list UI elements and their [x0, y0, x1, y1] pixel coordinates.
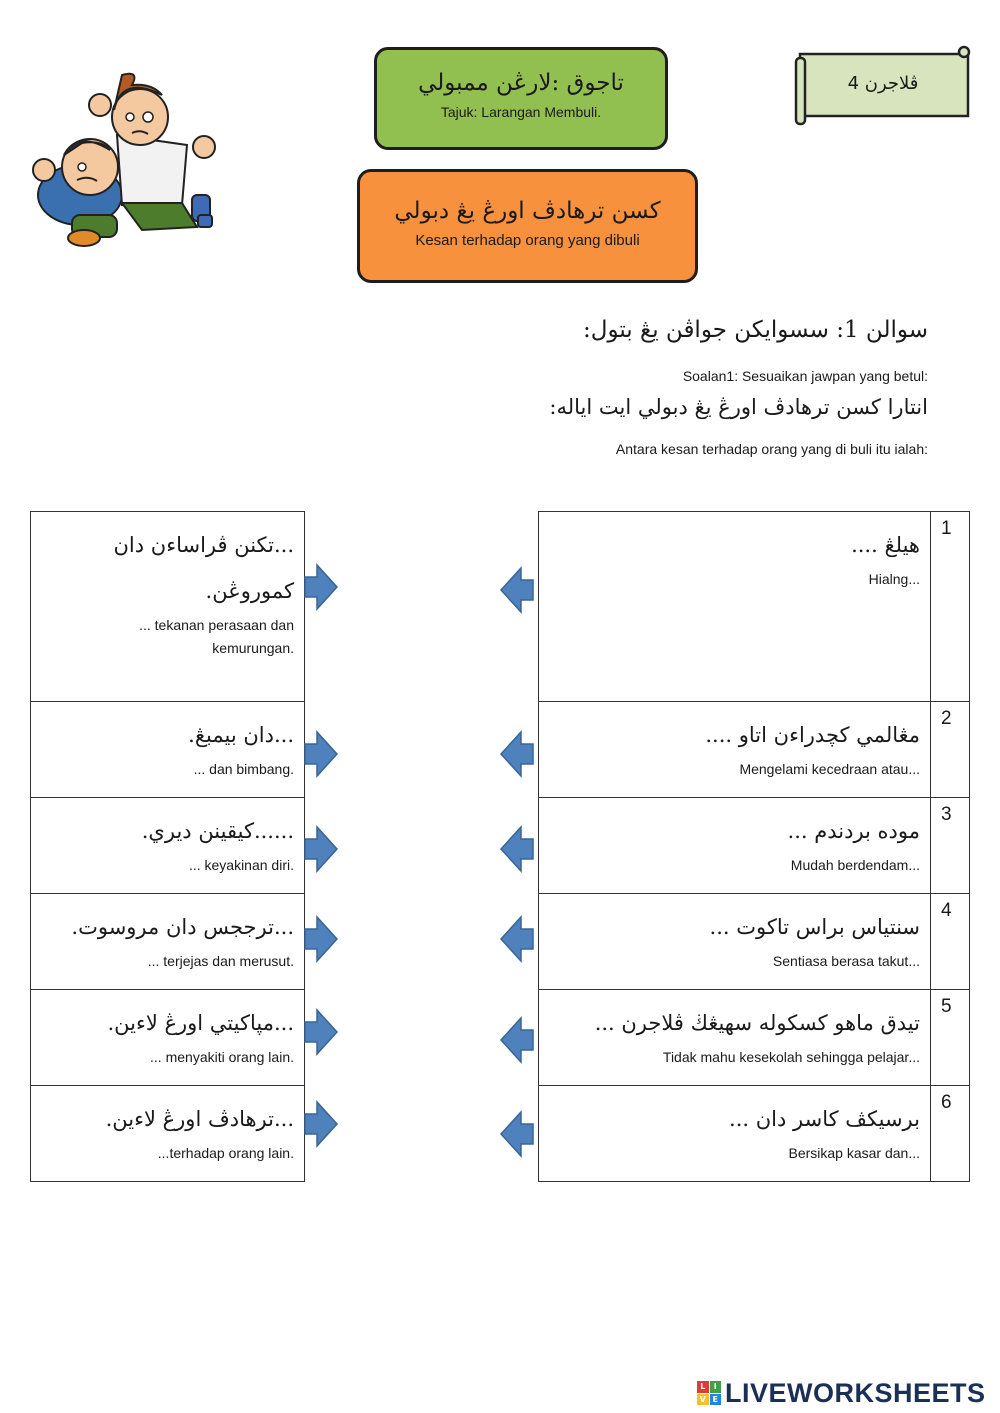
question-cell-2 — [538, 702, 930, 798]
answer-1-jawi: ...تکنن ڤراساءن دان — [113, 533, 294, 557]
question-prompt-jawi: انتارا کسن ترهادڤ اورڠ يڠ دبولي ايت اياله: — [549, 395, 928, 419]
answer-column — [30, 511, 305, 1182]
badge-letter-v: V — [697, 1394, 709, 1406]
question-3-number: 3 — [930, 798, 970, 894]
question-4-jawi: سنتياس براس تاکوت ... — [709, 915, 920, 939]
question-cell-3 — [538, 798, 930, 894]
badge-letter-i: I — [710, 1381, 722, 1393]
answer-4-rumi: ... terjejas dan merusut. — [147, 953, 294, 969]
answer-4-jawi: ...ترججس دان مروسوت. — [71, 915, 294, 939]
subtitle-rumi: Kesan terhadap orang yang dibuli — [415, 232, 640, 249]
subtitle-box — [357, 169, 698, 283]
answer-5-connector-arrow-icon[interactable] — [303, 1008, 341, 1056]
answer-cell-3[interactable] — [30, 798, 305, 894]
answer-1-connector-arrow-icon[interactable] — [303, 563, 341, 611]
answer-2-connector-arrow-icon[interactable] — [303, 730, 341, 778]
liveworksheets-badge-icon — [697, 1381, 721, 1405]
answer-cell-4[interactable] — [30, 894, 305, 990]
title-box — [374, 47, 668, 150]
question-1-number: 1 — [930, 511, 970, 702]
answer-6-connector-arrow-icon[interactable] — [303, 1100, 341, 1148]
question-4-connector-arrow-icon[interactable] — [497, 915, 535, 963]
question-6-connector-arrow-icon[interactable] — [497, 1110, 535, 1158]
question-5-connector-arrow-icon[interactable] — [497, 1016, 535, 1064]
question-5-rumi: Tidak mahu kesekolah sehingga pelajar... — [662, 1049, 920, 1065]
question-1-rumi: Hialng... — [868, 571, 920, 587]
lesson-label: ڤلاجرن 4 — [847, 73, 919, 94]
answer-6-rumi: ...terhadap orang lain. — [157, 1145, 294, 1161]
bullying-illustration — [22, 55, 242, 255]
question-cell-1 — [538, 511, 930, 702]
question-row-1[interactable] — [538, 511, 970, 702]
question-cell-6 — [538, 1086, 930, 1182]
question-row-6[interactable] — [538, 1086, 970, 1182]
question-3-connector-arrow-icon[interactable] — [497, 825, 535, 873]
answer-5-jawi: ...مڽاکيتي اورڠ لاءين. — [107, 1011, 294, 1035]
question-6-number: 6 — [930, 1086, 970, 1182]
subtitle-jawi: کسن ترهادڤ اورڠ يڠ دبولي — [394, 198, 661, 224]
title-jawi: تاجوق :لارڠن ممبولي — [418, 70, 624, 96]
question-5-jawi: تيدق ماهو کسکوله سهيڠڬ ڤلاجرن ... — [594, 1011, 920, 1035]
badge-letter-e: E — [710, 1394, 722, 1406]
answer-5-rumi: ... menyakiti orang lain. — [150, 1049, 294, 1065]
question-title-jawi: سوالن 1: سسوايکن جواڤن يڠ بتول: — [582, 317, 928, 343]
question-2-rumi: Mengelami kecedraan atau... — [739, 761, 920, 777]
question-1-connector-arrow-icon[interactable] — [497, 566, 535, 614]
question-1-jawi: هيلڠ .... — [851, 533, 920, 557]
answer-3-jawi: ......کيقينن ديري. — [141, 819, 294, 843]
question-cell-4 — [538, 894, 930, 990]
question-row-4[interactable] — [538, 894, 970, 990]
question-5-number: 5 — [930, 990, 970, 1086]
liveworksheets-brand: LIVEWORKSHEETS — [725, 1377, 986, 1408]
question-6-jawi: برسيکڤ کاسر دان ... — [729, 1107, 920, 1131]
answer-cell-5[interactable] — [30, 990, 305, 1086]
question-prompt-rumi: Antara kesan terhadap orang yang di buli itu ialah: — [615, 441, 928, 457]
answer-1-jawi-2: کموروڠن. — [205, 579, 294, 603]
title-rumi: Tajuk: Larangan Membuli. — [440, 104, 602, 120]
question-row-2[interactable] — [538, 702, 970, 798]
question-cell-5 — [538, 990, 930, 1086]
answer-cell-2[interactable] — [30, 702, 305, 798]
question-3-rumi: Mudah berdendam... — [790, 857, 920, 873]
badge-letter-l: L — [697, 1381, 709, 1393]
question-title-rumi: Soalan1: Sesuaikan jawpan yang betul: — [682, 368, 928, 384]
question-3-jawi: موده بردندم ... — [787, 819, 920, 843]
question-2-number: 2 — [930, 702, 970, 798]
answer-4-connector-arrow-icon[interactable] — [303, 915, 341, 963]
question-row-5[interactable] — [538, 990, 970, 1086]
answer-6-jawi: ...ترهادڤ اورڠ لاءين. — [105, 1107, 294, 1131]
answer-1-rumi-2: kemurungan. — [212, 640, 294, 656]
answer-2-rumi: ... dan bimbang. — [193, 761, 294, 777]
question-6-rumi: Bersikap kasar dan... — [788, 1145, 920, 1161]
question-4-rumi: Sentiasa berasa takut... — [772, 953, 920, 969]
question-row-3[interactable] — [538, 798, 970, 894]
answer-3-connector-arrow-icon[interactable] — [303, 825, 341, 873]
question-2-connector-arrow-icon[interactable] — [497, 730, 535, 778]
answer-cell-6[interactable] — [30, 1086, 305, 1182]
question-2-jawi: مڠالمي کچدراءن اتاو .... — [705, 723, 920, 747]
answer-1-rumi: ... tekanan perasaan dan — [139, 617, 294, 633]
answer-3-rumi: ... keyakinan diri. — [188, 857, 294, 873]
answer-cell-1[interactable] — [30, 511, 305, 702]
liveworksheets-logo — [697, 1376, 986, 1410]
question-4-number: 4 — [930, 894, 970, 990]
question-column — [538, 511, 970, 1182]
answer-2-jawi: ...دان بيمبڠ. — [188, 723, 294, 747]
